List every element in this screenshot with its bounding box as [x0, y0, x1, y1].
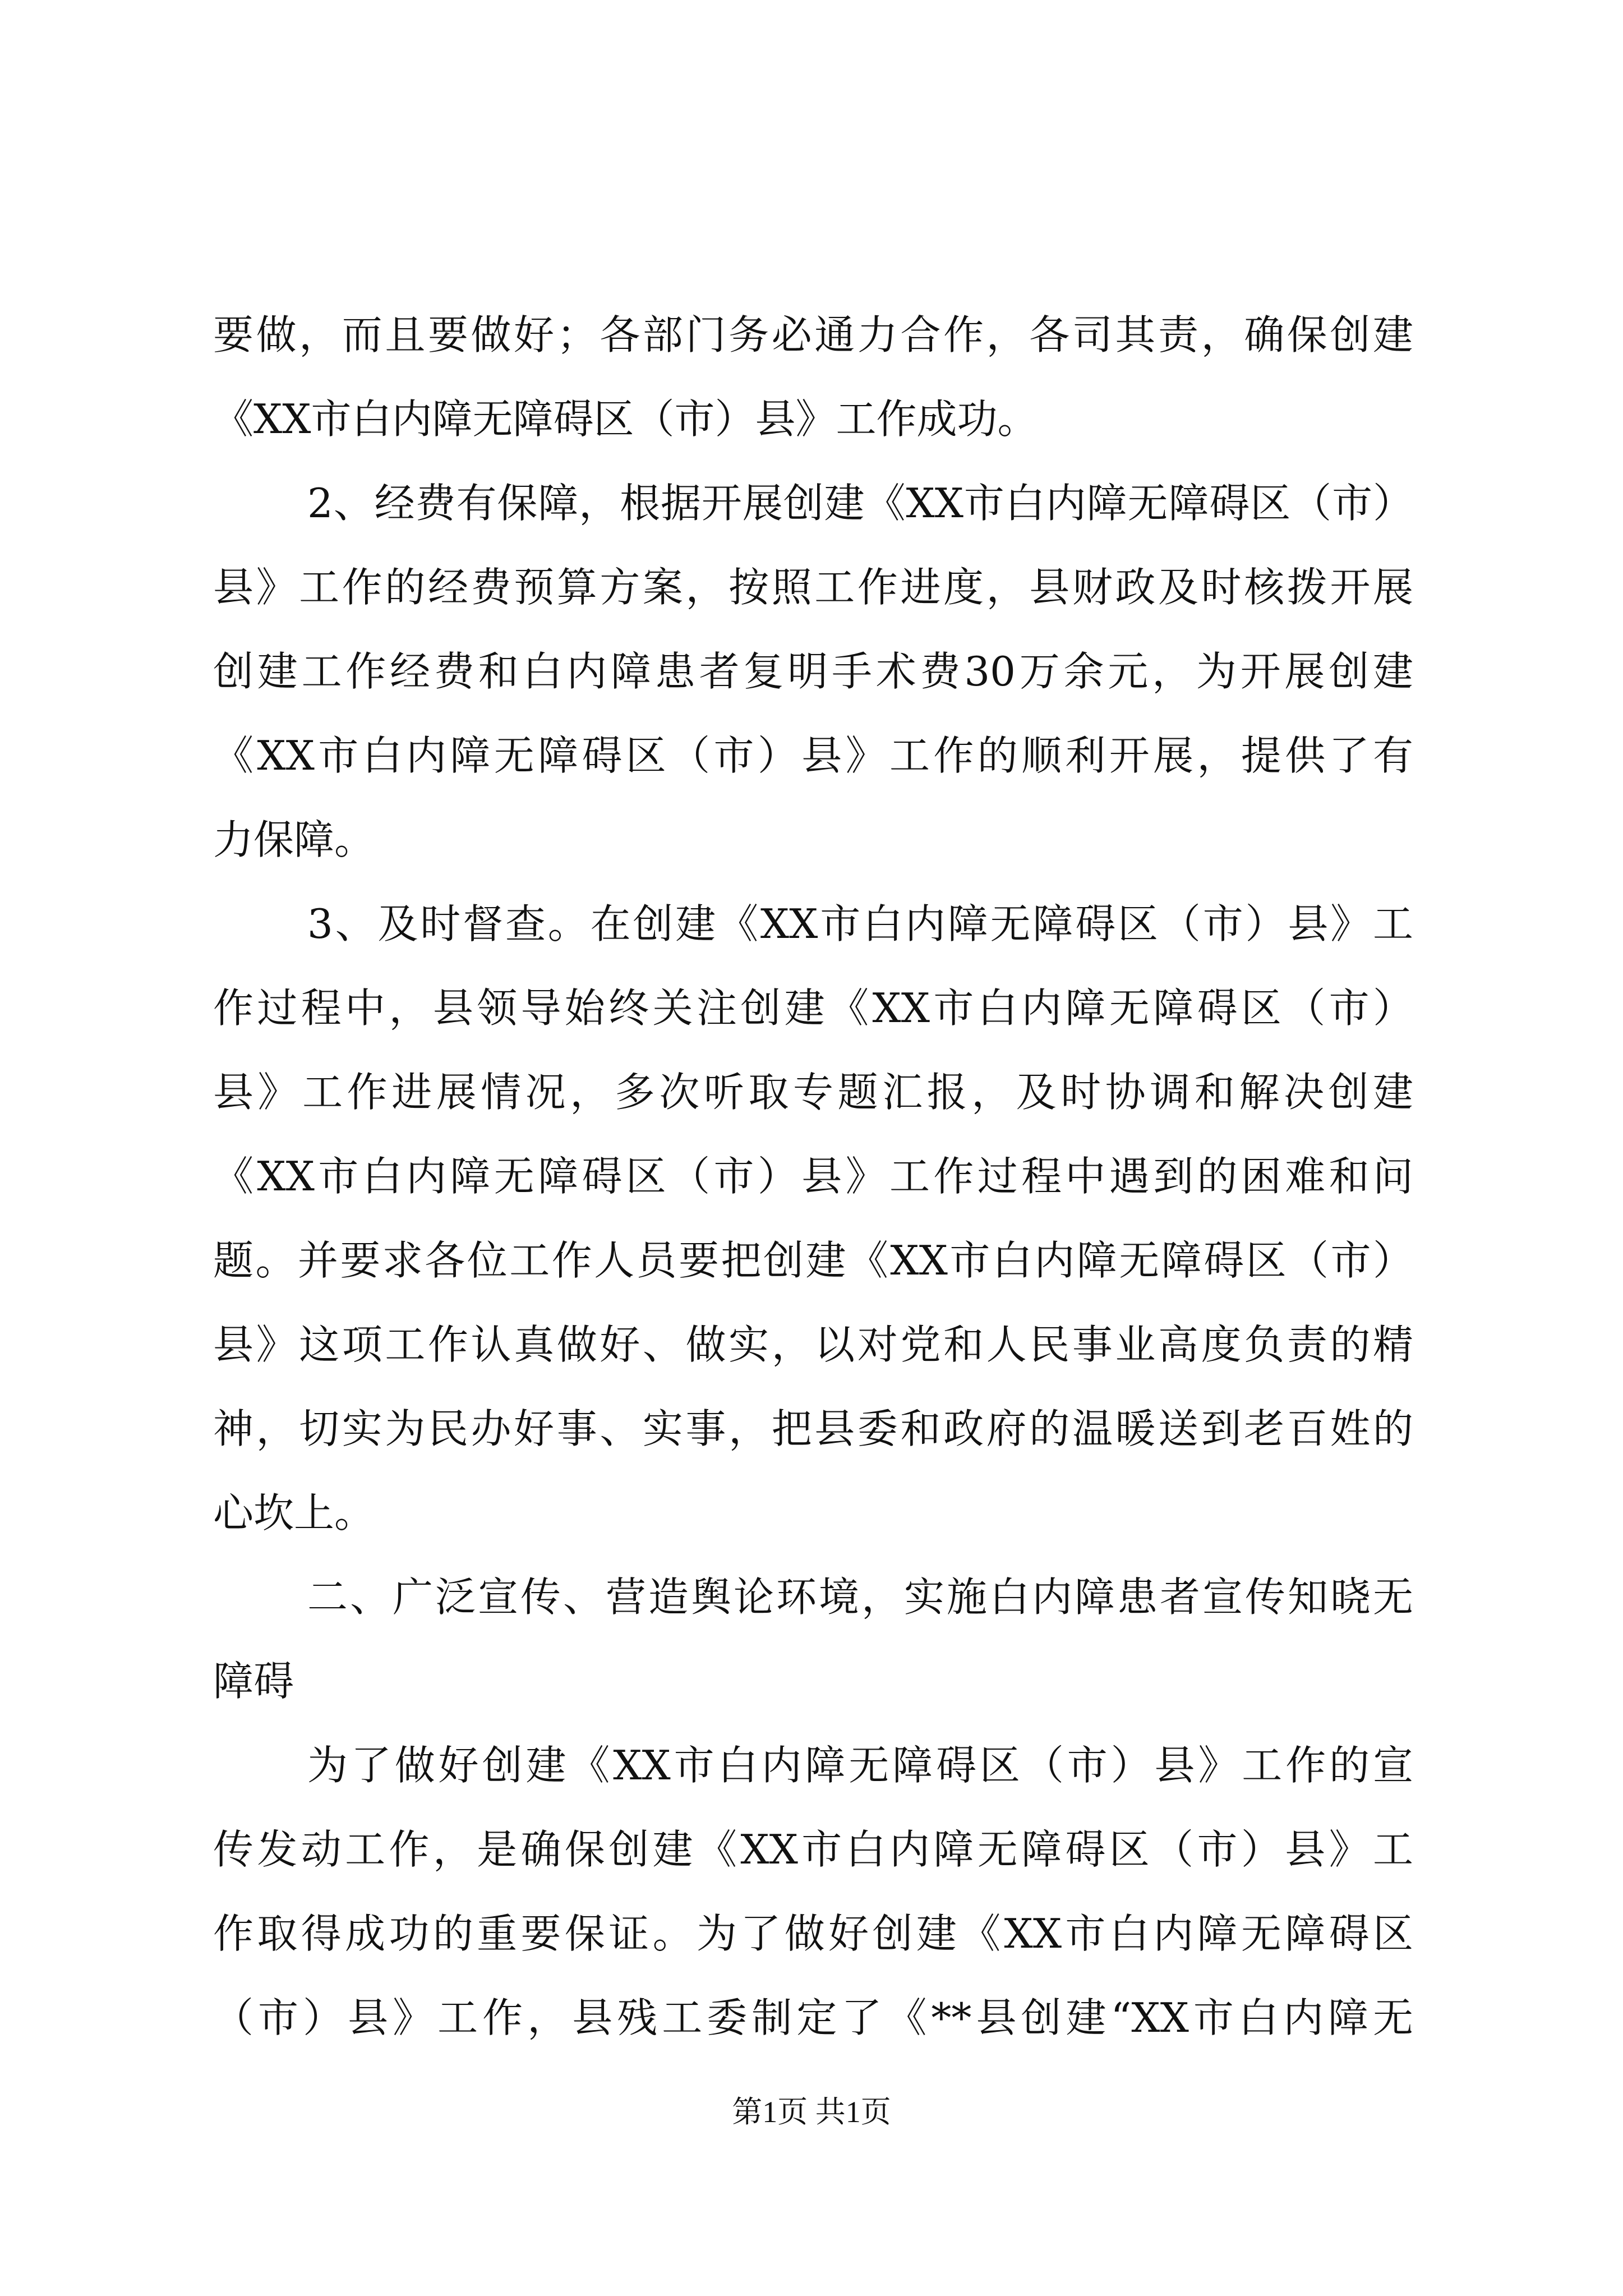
paragraph-start-line: 2、经费有保障，根据开展创建《XX市白内障无障碍区（市） [307, 480, 1413, 527]
paragraph-start-line: 为了做好创建《XX市白内障无障碍区（市）县》工作的宣 [307, 1742, 1413, 1789]
text-line: 《XX市白内障无障碍区（市）县》工作过程中遇到的困难和问 [213, 1153, 1413, 1200]
text-line: 《XX市白内障无障碍区（市）县》工作的顺利开展，提供了有 [213, 732, 1413, 779]
section-heading-line: 障碍 [213, 1658, 294, 1705]
text-line: 传发动工作，是确保创建《XX市白内障无障碍区（市）县》工 [213, 1826, 1413, 1873]
text-line: 力保障。 [213, 816, 375, 863]
text-line: 创建工作经费和白内障患者复明手术费30万余元，为开展创建 [213, 648, 1413, 695]
text-line: 作过程中，县领导始终关注创建《XX市白内障无障碍区（市） [213, 984, 1413, 1032]
text-line: 要做，而且要做好；各部门务必通力合作，各司其责，确保创建 [213, 311, 1413, 358]
text-line: 县》工作进展情况，多次听取专题汇报，及时协调和解决创建 [213, 1069, 1413, 1116]
page-number-footer: 第1页 共1页 [732, 2095, 891, 2129]
text-line: 县》这项工作认真做好、做实，以对党和人民事业高度负责的精 [213, 1321, 1413, 1368]
text-line: 心坎上。 [213, 1489, 375, 1536]
text-line: 神，切实为民办好事、实事，把县委和政府的温暖送到老百姓的 [213, 1405, 1413, 1452]
text-line: （市）县》工作，县残工委制定了《**县创建“XX市白内障无 [213, 1994, 1413, 2041]
text-line: 题。并要求各位工作人员要把创建《XX市白内障无障碍区（市） [213, 1237, 1413, 1284]
text-line: 《XX市白内障无障碍区（市）县》工作成功。 [213, 395, 1038, 443]
section-heading-line: 二、广泛宣传、营造舆论环境，实施白内障患者宣传知晓无 [307, 1573, 1413, 1621]
text-line: 县》工作的经费预算方案，按照工作进度，县财政及时核拨开展 [213, 564, 1413, 611]
text-line: 作取得成功的重要保证。为了做好创建《XX市白内障无障碍区 [213, 1910, 1413, 1957]
paragraph-start-line: 3、及时督查。在创建《XX市白内障无障碍区（市）县》工 [307, 900, 1413, 947]
